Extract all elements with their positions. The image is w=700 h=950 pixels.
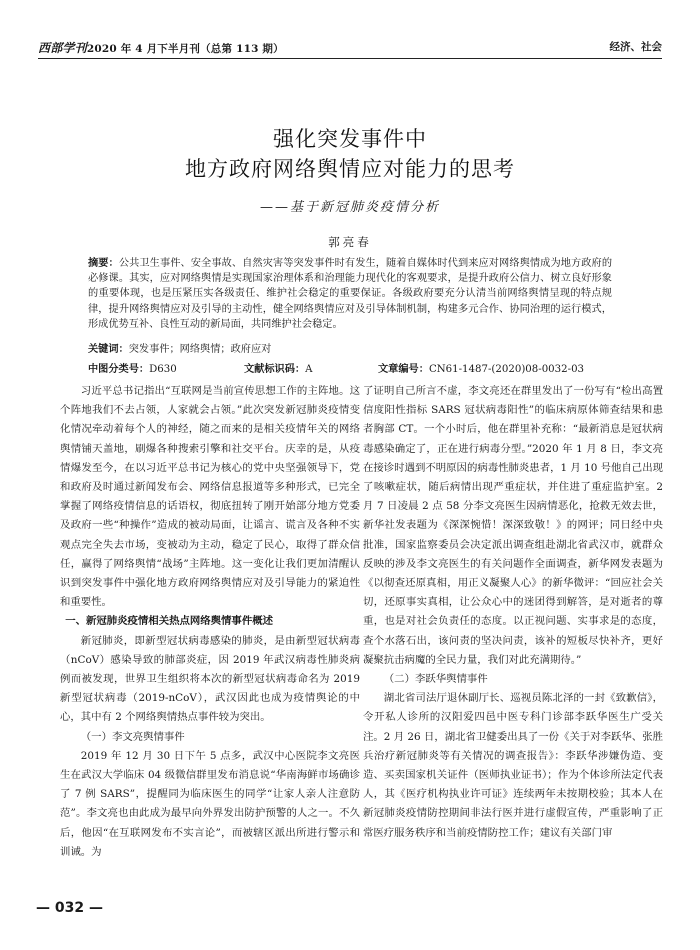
subsection-heading: （二）李跃华舆情事件 [383,673,488,686]
section-tag: 经济、社会 [609,41,662,53]
abstract [88,256,612,332]
document-code: 文献标识码：A [244,364,313,375]
running-header [38,36,662,59]
journal-info [38,39,284,56]
keywords-text: 突发事件；网络舆情；政府应对 [128,344,272,355]
abstract-text: 公共卫生事件、安全事故、自然灾害等突发事件时有发生，随着自媒体时代到来应对网络舆情成为地方政府的必修课。其实，应对网络舆情是实现国家治理体系和治理能力现代化的客观要求，是提升政府公信力、树立良好形象的重要体现，也是压紧压实各级责任、维护社会稳定的重要保证。各级政府要充分认清当前网络舆情呈现的特点规律，提升网络舆情应对及引导的主动性，健全网络舆情应对及引导体制机制，构建多元合作、协同治理的运行模式，形成优势互补、良性互动的新局面，共同维护社会稳定。 [88,258,613,330]
article-metadata [88,360,612,374]
paragraph: 湖北省司法厅退休副厅长、巡视员陈北泽的一封《致歉信》，令开私人诊所的汉阳爱四邑中医专科门诊部李跃华医生广受关注。2 月 26 日，湖北省卫健委出具了一份《关于对李跃华、张胜兵治疗新冠肺炎等有关情况的调查报告》：李跃华涉嫌伪造、变造、买卖国家机关证件（医师执业证书）；作为个体诊所法定代表人，其《医疗机构执业许可证》连续两年未按期校验；其本人在新冠肺炎疫情防控期间非法行医并进行虚假宣传，严重影响了正常医疗服务秩序和当前疫情防控工作；建议有关部门审 [363,692,663,839]
paragraph: 新冠肺炎，即新型冠状病毒感染的肺炎，是由新型冠状病毒（nCoV）感染导致的肺部炎症，因 2019 年武汉病毒性肺炎病例而被发现，世界卫生组织将本次的新型冠状病毒命名为 2019 新型冠状病毒（2019-nCoV），武汉因此也成为疫情舆论的中心，其中有 2 个网络舆情热点事件较为突出。 [60,634,360,724]
abstract-label: 摘要： [88,258,119,269]
keywords [88,340,612,355]
body-column-left [60,382,360,862]
article-author: 郭亮春 [328,235,372,249]
clc-number: 中图分类号：D630 [88,364,177,375]
body-column-right [363,382,663,843]
paragraph: 习近平总书记指出“互联网是当前宣传思想工作的主阵地。这个阵地我们不去占领，人家就会占领。”此次突发新冠肺炎疫情变化情况牵动着每个人的神经，随之而来的是相关疫情年关的网络舆情铺天盖地，刷爆各种搜索引擎和社交平台。庆幸的是，从疫情爆发至今，在以习近平总书记为核心的党中央坚强领导下，党和政府及时通过新闻发布会、网络信息报道等多种形式，已完全掌握了网络疫情信息的话语权，彻底扭转了刚开始部分地方党委及政府一些“种操作”造成的被动局面，让谣言、谎言及各种不实观点完全失去市场，变被动为主动，稳定了民心，取得了群众信任，赢得了网络舆情“战场”主阵地。这一变化让我们更加清醒认识到突发事件中强化地方政府网络舆情应对及引导能力的紧迫性和重要性。 [60,385,360,609]
keywords-label: 关键词： [88,344,129,355]
article-subtitle: ——基于新冠肺炎疫情分析 [259,200,440,215]
page-number: — 032 — [36,900,103,916]
paragraph: 了证明自己所言不虚，李文亮还在群里发出了一份写有“检出高置信度阳性指标 SARS 冠状病毒阳性”的临床病原体筛查结果和患者胸部 CT。一个小时后，他在群里补充称：“最新消息是冠状病毒感染确定了，正在进行病毒分型。”2020 年 1 月 8 日，李文亮在接诊时遇到不明原因的病毒性肺炎患者，1 月 10 号他自己出现了咳嗽症状，随后病情出现严重症状，并住进了重症监护室。2 月 7 日凌晨 2 点 58 分李文亮医生因病情恶化，抢救无效去世，新华社发表题为《深深惋惜！深深致敬！》的网评；同日经中央批准，国家监察委员会决定派出调查组赴湖北省武汉市，就群众反映的涉及李文亮医生的有关问题作全面调查，新华网发表题为《以彻查还原真相，用正义凝聚人心》的新华微评：“回应社会关切，还原事实真相，让公众心中的迷团得到解答，是对逝者的尊重，也是对社会负责任的态度。以正视问题、实事求是的态度，查个水落石出，该问责的坚决问责，该补的短板尽快补齐，更好凝聚抗击病魔的全民力量，我们对此充满期待。” [363,385,663,666]
article-title-line-2: 地方政府网络舆情应对能力的思考 [185,157,515,181]
section-heading: 一、新冠肺炎疫情相关热点网络舆情事件概述 [65,615,273,628]
article-title-line-1: 强化突发事件中 [273,127,427,151]
paragraph: 2019 年 12 月 30 日下午 5 点多，武汉中心医院李文亮医生在武汉大学临床 04 级微信群里发布消息说“华南海鲜市场确诊了 7 例 SARS”，提醒同为临床医生的同学“让家人亲人注意防范”。李文亮也由此成为最早向外界发出防护预警的人之一。不久后，他因“在互联网发布不实言论”，而被辖区派出所进行警示和训诫。为 [60,749,360,858]
subsection-heading: （一）李文亮舆情事件 [80,730,185,743]
journal-issue: 2020 年 4 月下半月刊（总第 113 期） [86,43,284,55]
journal-logo: 西部学刊 [38,41,87,55]
article-number: 文章编号：CN61-1487-(2020)08-0032-03 [378,364,585,375]
